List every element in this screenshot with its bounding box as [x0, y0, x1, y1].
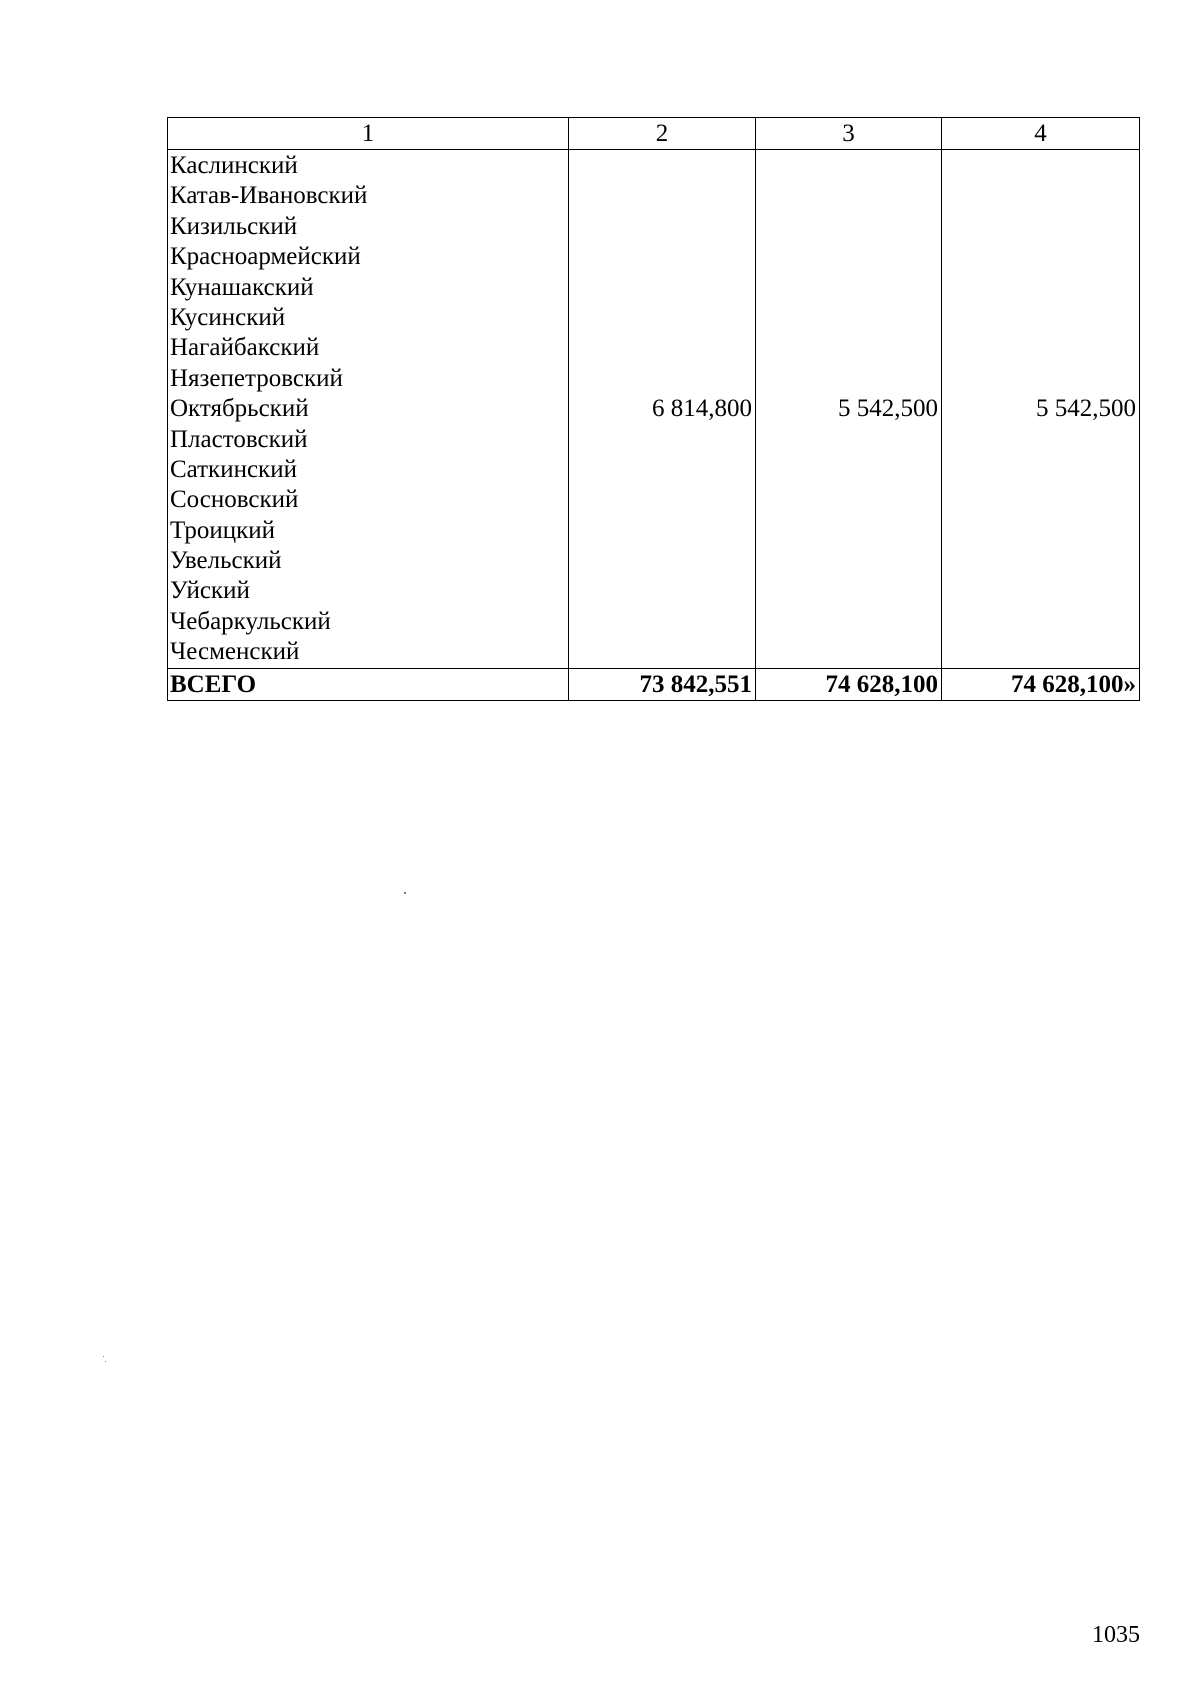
column-number-4: 4	[942, 118, 1140, 150]
district-name: Кизильский	[170, 212, 298, 240]
district-name: Сосновский	[170, 486, 299, 514]
district-name: Нязепетровский	[170, 364, 343, 392]
district-name: Уйский	[170, 577, 250, 605]
total-row	[168, 668, 1140, 700]
district-name: Увельский	[170, 547, 282, 575]
district-name: Катав-Ивановский	[170, 182, 368, 210]
district-name: Троицкий	[170, 516, 275, 544]
total-label: ВСЕГО	[168, 668, 569, 700]
column-number-1: 1	[168, 118, 569, 150]
district-name: Каслинский	[170, 152, 298, 179]
district-names-cell	[168, 150, 569, 669]
district-name: Чесменский	[170, 638, 300, 666]
total-value-column-3: 74 628,100	[756, 668, 942, 700]
group-value-column-2: 6 814,800	[569, 150, 756, 669]
scan-speck	[103, 1356, 104, 1357]
district-name: Октябрьский	[170, 395, 309, 423]
column-number-row	[168, 118, 1140, 150]
allocation-table-container	[167, 117, 1139, 701]
district-name: Кусинский	[170, 303, 286, 331]
district-name: Красноармейский	[170, 243, 361, 271]
scan-speck	[404, 892, 406, 894]
column-number-3: 3	[756, 118, 942, 150]
column-number-2: 2	[569, 118, 756, 150]
district-name: Кунашакский	[170, 273, 314, 301]
allocation-table	[167, 117, 1140, 701]
district-group-row	[168, 150, 1140, 669]
district-name: Пластовский	[170, 425, 308, 453]
page-number: 1035	[1092, 1622, 1140, 1648]
district-name: Чебаркульский	[170, 607, 331, 635]
group-value-column-4: 5 542,500	[942, 150, 1140, 669]
scan-speck	[105, 1361, 106, 1362]
district-name: Нагайбакский	[170, 334, 320, 362]
total-value-column-4: 74 628,100»	[942, 668, 1140, 700]
district-name: Саткинский	[170, 455, 297, 483]
total-value-column-2: 73 842,551	[569, 668, 756, 700]
group-value-column-3: 5 542,500	[756, 150, 942, 669]
